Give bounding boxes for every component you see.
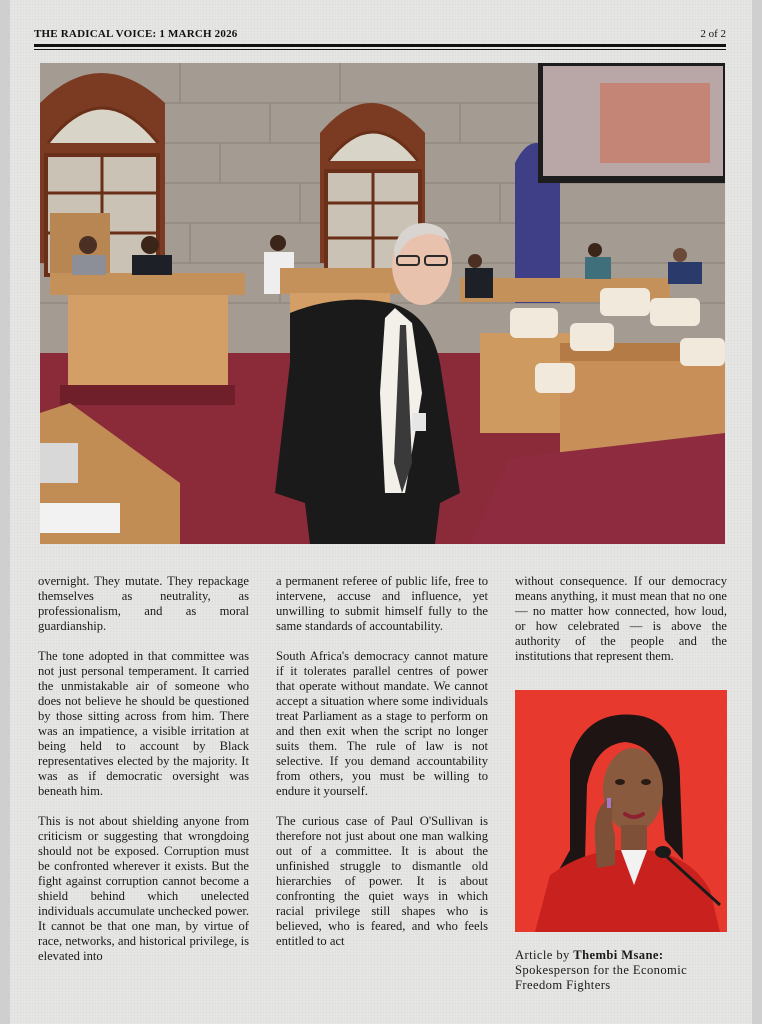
paragraph: a permanent referee of public life, free to intervene, accuse and influence, yet unwilling to submit himself fully to the same standards of accountability. xyxy=(276,574,488,633)
author-name: Thembi Msane: xyxy=(573,948,664,962)
author-byline xyxy=(515,948,737,993)
paragraph: overnight. They mutate. They repackage themselves as neutrality, as professionalism, and as moral guardianship. xyxy=(38,574,249,633)
author-role: Spokesperson for the Economic Freedom Fighters xyxy=(515,963,688,992)
committee-room-photo xyxy=(40,63,725,544)
page-number: 2 of 2 xyxy=(700,28,726,40)
paragraph: South Africa's democracy cannot mature if it tolerates parallel centres of power that operate without mandate. We cannot accept a situation where some individuals treat Parliament as a stage to perform on and then exit when the script no longer suits them. The rule of law is not selective. If you demand accountability from others, you must be willing to endure it yourself. xyxy=(276,649,488,798)
header-rule-thin xyxy=(34,49,726,50)
article-column-3 xyxy=(515,574,727,679)
author-portrait xyxy=(515,690,727,932)
article-column-2 xyxy=(276,574,488,964)
paragraph: This is not about shielding anyone from criticism or suggesting that wrongdoing should not be exposed. Corruption must be confronted wherever it exists. But the fight against corruption cannot become a shield behind which unelected individuals accumulate unchecked power. It cannot be that one man, by virtue of race, networks, and historical privilege, is elevated into xyxy=(38,814,249,963)
publication-date: THE RADICAL VOICE: 1 MARCH 2026 xyxy=(34,28,238,40)
paragraph: without consequence. If our democracy means anything, it must mean that no one — no matter how connected, how loud, or how celebrated — is above the authority of the people and the institutions that represent them. xyxy=(515,574,727,663)
header-rule-thick xyxy=(34,44,726,47)
paragraph: The curious case of Paul O'Sullivan is therefore not just about one man walking out of a committee. It is about the unfinished struggle to dismantle old hierarchies of power. It is about confronting the quiet ways in which racial privilege still shapes who is believed, who is feared, and who feels entitled to act xyxy=(276,814,488,948)
paragraph: The tone adopted in that committee was not just personal temperament. It carried the unmistakable air of someone who does not believe he should be questioned by those sitting across from him. There was an impatience, a visible irritation at being held to account by Black representatives elected by the majority. It was as if democratic oversight was beneath him. xyxy=(38,649,249,798)
article-column-1 xyxy=(38,574,249,979)
newspaper-page xyxy=(10,0,752,1024)
byline-prefix: Article by xyxy=(515,948,574,962)
